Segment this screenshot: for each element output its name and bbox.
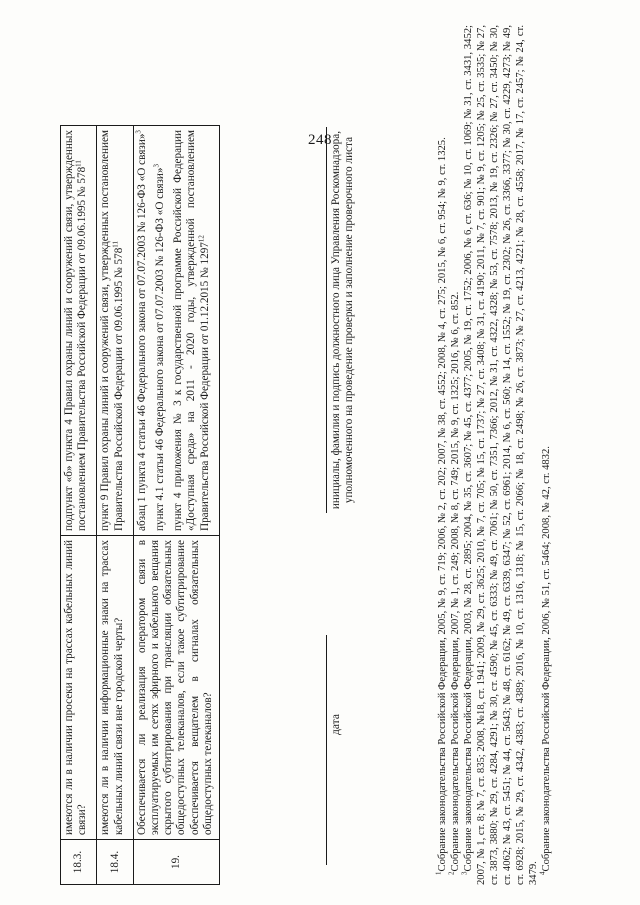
footnote-text: Собрание законодательства Российской Федерации, 2003, № 28, ст. 2895; 2004, № 35, ст. 3607; № 45, ст. 4377; 2005, № 19, ст. 1752; 2006, № 6, ст. 636; № 10, ст. 1069; № 31, ст. 3431, 3452; 2007, № 1, ст. 8; № 7, ст. 835; 2008, №18, ст. 1941; 2009, № 29, ст. 3625; 2010, № 7, ст. 705; № 15, ст. 1737; № 27, ст. 3408; № 31, ст. 4190; 2011, № 7, ст. 901; № 9, ст. 1205; № 25, ст. 3535; № 27, ст. 3873, 3880; № 29, ст. 4284, 4291; № 30, ст. 4590; № 45, ст. 6333; № 49, ст. 7061; № 50, ст. 7351, 7366; 2012, № 31, ст. 4322, 4328; № 53, ст. 7578; 2013, № 19, ст. 2326; № 27, ст. 3450; № 30, ст. 4062; № 43, ст. 5451; № 44, ст. 5643; № 48, ст. 6162; № 49, ст. 6339, 6347; № 52, ст. 6961; 2014, № 6, ст. 560; № 14, ст. 1552; № 19, ст. 2302; № 26, ст. 3366, 3377; № 30, ст. 4229, 4273; № 49, ст. 6928; 2015, № 29, ст. 4342, 4383; ст. 4389; 2016, № 10, ст. 1316, 1318; № 15, ст. 2066; № 18, ст. 2498; № 26, ст. 3873; № 27, ст. 4213, 4221; № 28, ст. 4558; 2017, № 17, ст. 2457; № 24, ст. 3479. [463,25,539,885]
page-number: 248 [308,132,332,148]
date-label: дата [330,714,342,735]
requisite [154,130,167,531]
requisite [99,130,125,531]
requisites-cell [61,126,97,536]
footnote [436,25,449,885]
footnote-ref: 3 [152,164,161,168]
requisite-text: пункт 9 Правил охраны линий и сооружений связи, утвержденных постановлением Правительства Российской Федерации от 09.06.1995 № 578 [99,130,125,531]
requisites-cell [97,126,133,536]
footnote [462,25,540,885]
requisite-text: пункт 4.1 статьи 46 Федерального закона от 07.07.2003 № 126-ФЗ «О связи» [154,167,167,531]
footnote-mark: 1 [434,871,443,875]
question-cell: Обеспечивается ли реализация оператором связи в эксплуатируемых им сетях эфирного и кабельного вещания скрытого субтитрирования при трансляции обязательных общедоступных телеканалов, если такое субтитрирование обеспечивается вещателем в сигналах обязательных общедоступных телеканалов? [133,536,219,840]
table-row [133,126,219,885]
footnote-ref: 11 [110,240,119,248]
checklist-table [60,125,220,885]
footnote-ref: 11 [74,160,83,167]
requisite [63,130,89,531]
signature-label: инициалы, фамилия и подпись должностного лица Управления Роскомнадзора, уполномоченного на проведение проверки и заполнение проверочного листа [330,130,356,510]
footnote-text: Собрание законодательства Российской Федерации, 2007, № 1, ст. 249; 2008, № 8, ст. 749; 2015, № 9, ст. 1325; 2016, № 6, ст. 852. [450,291,461,872]
signature-line [326,127,327,513]
requisite [136,130,149,531]
question-cell: имеются ли в наличии просеки на трассах кабельных линий связи? [61,536,97,840]
rotated-content [60,25,580,885]
footnote-text: Собрание законодательства Российской Федерации, 2005, № 9, ст. 719; 2006, № 2, ст. 202; 2007, № 38, ст. 4552; 2008, № 4, ст. 275; 2015, № 6, ст. 954; № 9, ст. 1325. [437,137,448,872]
table-row [97,126,133,885]
requisite-text: подпункт «б» пункта 4 Правил охраны линий и сооружений связи, утвержденных постановлением Правительства Российской Федерации от 09.06.1995 № 578 [63,130,89,531]
signature-area [326,125,406,885]
table-row [61,126,97,885]
date-line [326,635,327,865]
row-number: 18.3. [61,840,97,885]
footnote-mark: 3 [460,871,469,875]
footnote-text: Собрание законодательства Российской Федерации, 2006, № 51, ст. 5464; 2008, № 42, ст. 4832. [541,446,552,872]
footnote [449,25,462,885]
footnote-mark: 4 [538,871,547,875]
requisite-text: абзац 1 пункта 4 статьи 46 Федерального закона от 07.07.2003 № 126-ФЗ «О связи» [135,133,148,531]
footnote-mark: 2 [447,871,456,875]
row-number: 18.4. [97,840,133,885]
requisite-text: пункт 4 приложения № 3 к государственной программе Российской Федерации «Доступная среда» на 2011 - 2020 годы, утвержденной постановлением Правительства Российской Федерации от 01.12.2015 № 1297 [172,130,211,531]
requisites-cell [133,126,219,536]
footnotes [436,25,553,885]
footnote [540,25,553,885]
footnote-ref: 3 [134,130,143,134]
requisite [172,130,212,531]
footnote-ref: 12 [196,235,205,243]
question-cell: имеются ли в наличии информационные знаки на трассах кабельных линий связи вне городской черты? [97,536,133,840]
row-number: 19. [133,840,219,885]
